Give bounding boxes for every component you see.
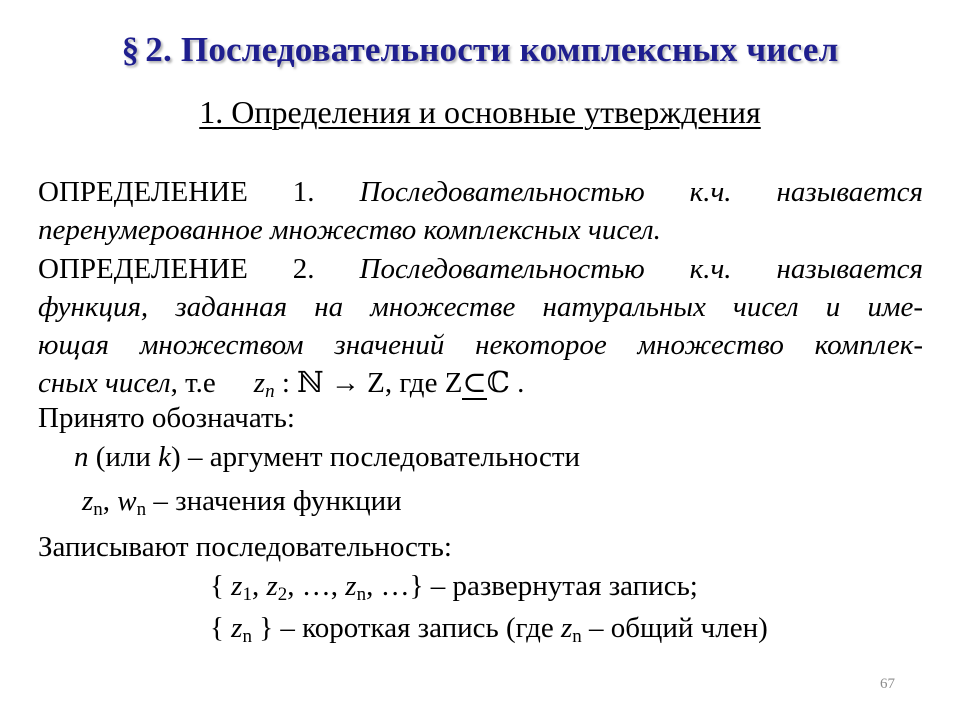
def2-label: ОПРЕДЕЛЕНИЕ 2. (38, 253, 315, 285)
def2-line-2: функция, заданная на множестве натуральных чисел и име- (38, 291, 923, 323)
def1-line-2: перенумерованное множество комплексных чисел. (38, 214, 661, 246)
page-number: 67 (880, 676, 895, 692)
naturals-symbol: ℕ (297, 367, 324, 399)
write-intro: Записывают последовательность: (38, 531, 452, 563)
def2-line-1: ОПРЕДЕЛЕНИЕ 2. Последовательностью к.ч. называется (38, 253, 924, 285)
def2-line-4: сных чисел, т.е $z_n$ : ℕ → Z, где Z⊂ ℂ . (38, 364, 923, 402)
subset-symbol: ⊂ (462, 367, 487, 399)
def1-line-1: ОПРЕДЕЛЕНИЕ 1. Последовательностью к.ч. называется (38, 176, 924, 208)
arrow-symbol: → (330, 367, 360, 399)
notation-intro: Принято обозначать: (38, 402, 295, 434)
subtitle: 1. Определения и основные утверждения (199, 94, 761, 130)
title-text: 2. Последовательности комплексных чисел (145, 30, 839, 69)
def1-label: ОПРЕДЕЛЕНИЕ 1. (38, 176, 315, 208)
notation-item-argument: n (или k) – аргумент последовательности (74, 441, 581, 473)
def2-line-3: ющая множеством значений некоторое множество комплек- (38, 329, 923, 361)
complex-symbol: ℂ (486, 367, 510, 399)
section-sign: § (121, 30, 140, 69)
page-title (0, 30, 960, 70)
expanded-notation: { $z_1$, $z_2$, …, $z_n$, …} – развернутая запись; (210, 570, 698, 605)
short-notation: { $z_n$ } – короткая запись (где $z_n$ – общий член) (210, 612, 768, 647)
definition-1 (38, 173, 923, 249)
notation-item-values: $z_n$, $w_n$ – значения функции (82, 485, 402, 520)
definition-2 (38, 250, 923, 402)
